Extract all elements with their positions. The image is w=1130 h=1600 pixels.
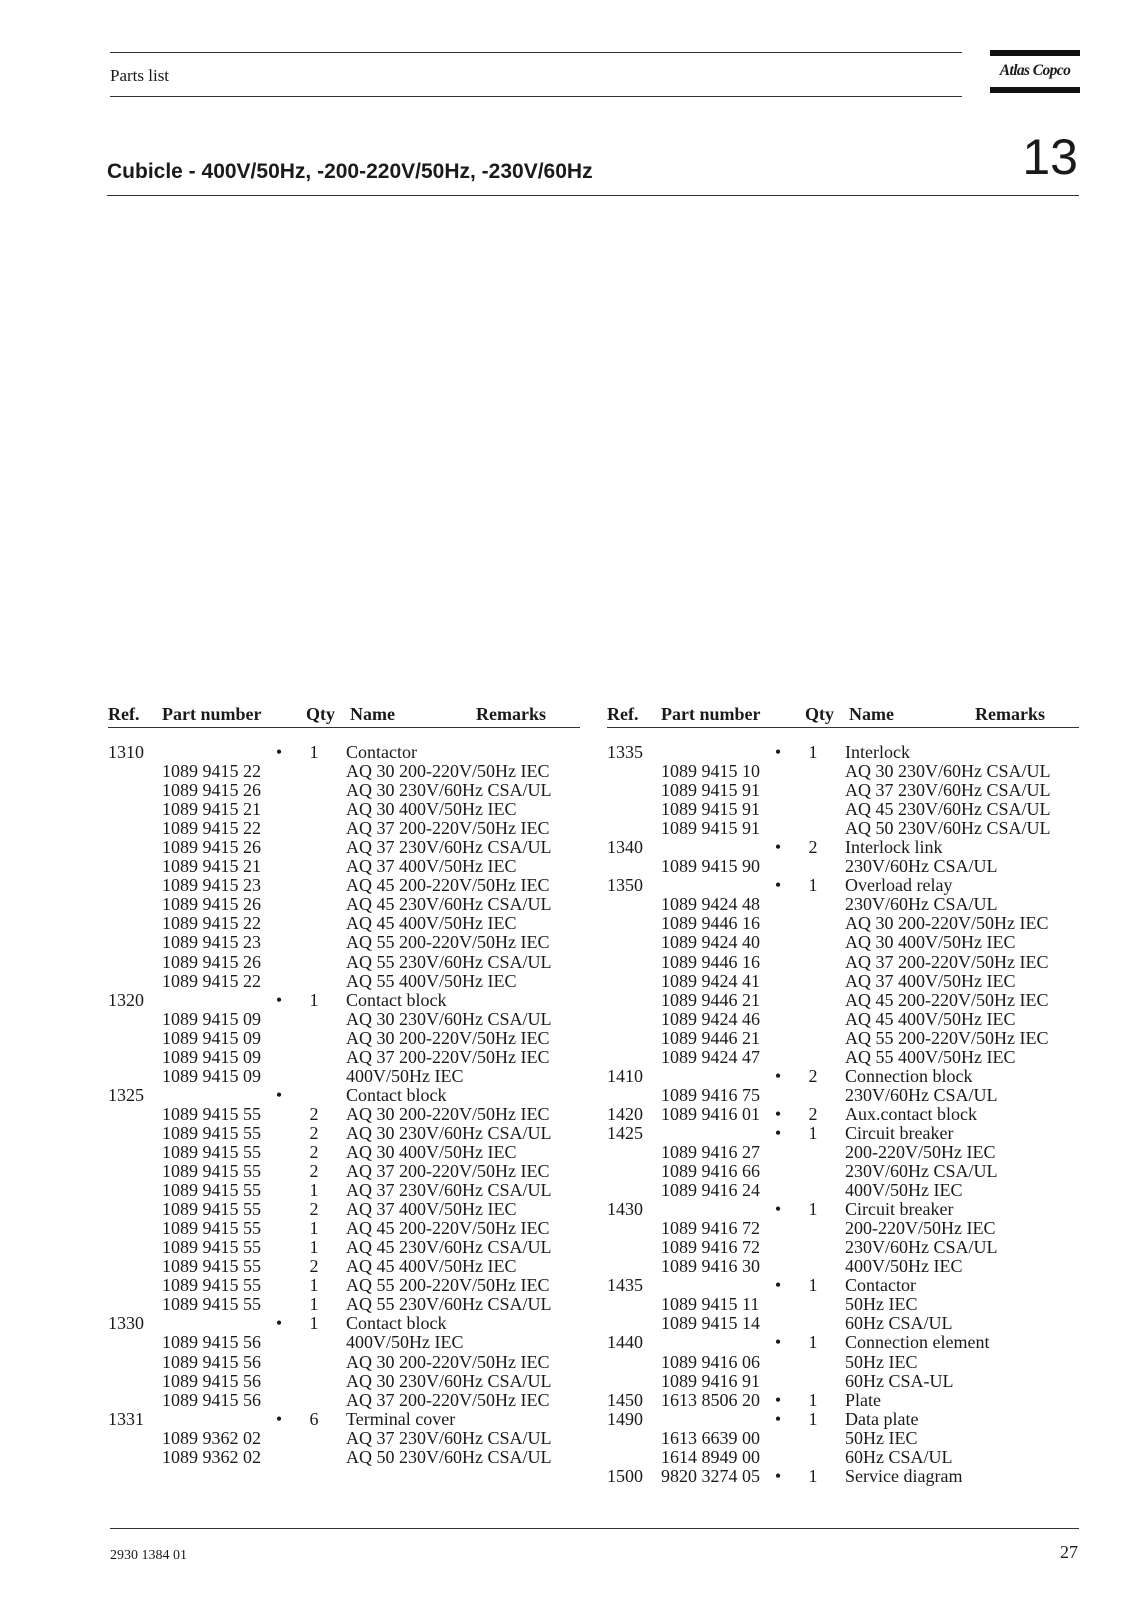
qty-cell: 2 (309, 1199, 319, 1220)
col-remarks-header: Remarks (975, 704, 1045, 724)
name-cell: AQ 45 200-220V/50Hz IEC (346, 875, 550, 896)
part-number-cell: 1089 9415 90 (661, 856, 760, 877)
ref-cell: 1420 (607, 1103, 643, 1124)
part-number-cell: 1089 9415 10 (661, 761, 760, 782)
qty-cell: 1 (808, 1389, 818, 1410)
part-number-cell: 1089 9416 75 (661, 1084, 760, 1105)
part-number-cell: 1089 9446 16 (661, 951, 760, 972)
name-cell: Interlock link (845, 837, 943, 858)
col-name-header: Name (350, 704, 395, 724)
name-cell: Aux.contact block (845, 1103, 977, 1124)
name-cell: AQ 30 200-220V/50Hz IEC (346, 1351, 550, 1372)
name-cell: Connection block (845, 1065, 973, 1086)
part-number-cell: 1089 9424 41 (661, 970, 760, 991)
name-cell: 50Hz IEC (845, 1294, 918, 1315)
section-number: 13 (1022, 129, 1078, 185)
part-number-cell: 1089 9415 22 (162, 761, 261, 782)
part-number-cell: 1089 9415 09 (162, 1027, 261, 1048)
qty-cell: 1 (309, 1180, 319, 1201)
name-cell: AQ 30 230V/60Hz CSA/UL (346, 1122, 552, 1143)
qty-cell: 2 (309, 1122, 319, 1143)
name-cell: AQ 37 200-220V/50Hz IEC (346, 1046, 550, 1067)
name-cell: Plate (845, 1389, 881, 1410)
name-cell: Contactor (346, 742, 417, 762)
col-part-header: Part number (661, 704, 761, 724)
name-cell: AQ 55 230V/60Hz CSA/UL (346, 1294, 552, 1315)
part-number-cell: 1089 9415 09 (162, 1065, 261, 1086)
bullet-cell: • (774, 1122, 782, 1143)
name-cell: AQ 45 230V/60Hz CSA/UL (346, 1237, 552, 1258)
part-number-cell: 1089 9416 27 (661, 1141, 760, 1162)
part-number-cell: 1089 9415 26 (162, 837, 261, 858)
name-cell: AQ 37 400V/50Hz IEC (346, 856, 517, 877)
qty-cell: 1 (309, 989, 319, 1010)
name-cell: 230V/60Hz CSA/UL (845, 1161, 998, 1182)
part-number-cell: 1089 9415 22 (162, 818, 261, 839)
bullet-cell: • (774, 1408, 782, 1429)
part-number-cell: 1613 8506 20 (661, 1389, 760, 1410)
qty-cell: 1 (808, 1332, 818, 1353)
part-number-cell: 1089 9415 55 (162, 1122, 261, 1143)
part-number-cell: 1089 9416 01 (661, 1103, 760, 1124)
qty-cell: 1 (309, 1275, 319, 1296)
col-qty-header: Qty (805, 704, 834, 724)
name-cell: 230V/60Hz CSA/UL (845, 894, 998, 915)
bullet-cell: • (774, 1332, 782, 1353)
ref-cell: 1425 (607, 1122, 643, 1143)
name-cell: AQ 50 230V/60Hz CSA/UL (845, 818, 1051, 839)
name-cell: AQ 55 200-220V/50Hz IEC (845, 1027, 1049, 1048)
qty-cell: 2 (808, 837, 818, 858)
part-number-cell: 1089 9415 22 (162, 913, 261, 934)
col-part-header: Part number (162, 704, 262, 724)
part-number-cell: 1089 9415 91 (661, 799, 760, 820)
part-number-cell: 1089 9415 09 (162, 1008, 261, 1029)
name-cell: 200-220V/50Hz IEC (845, 1141, 996, 1162)
name-cell: Contact block (346, 1084, 447, 1105)
part-number-cell: 1089 9446 16 (661, 913, 760, 934)
name-cell: AQ 50 230V/60Hz CSA/UL (346, 1446, 552, 1467)
part-number-cell: 1089 9415 55 (162, 1161, 261, 1182)
part-number-cell: 1089 9446 21 (661, 989, 760, 1010)
qty-cell: 1 (808, 1199, 818, 1220)
name-cell: AQ 37 400V/50Hz IEC (346, 1199, 517, 1220)
part-number-cell: 1089 9415 11 (661, 1294, 760, 1315)
part-number-cell: 1089 9415 55 (162, 1294, 261, 1315)
name-cell: AQ 30 400V/50Hz IEC (845, 932, 1016, 953)
part-number-cell: 1089 9416 91 (661, 1370, 760, 1391)
bullet-cell: • (774, 1465, 782, 1486)
ref-cell: 1335 (607, 742, 643, 762)
part-number-cell: 1089 9416 66 (661, 1161, 760, 1182)
name-cell: Contactor (845, 1275, 916, 1296)
part-number-cell: 1089 9424 40 (661, 932, 760, 953)
part-number-cell: 9820 3274 05 (661, 1465, 760, 1486)
part-number-cell: 1089 9415 55 (162, 1218, 261, 1239)
part-number-cell: 1089 9424 48 (661, 894, 760, 915)
part-number-cell: 1089 9415 14 (661, 1313, 760, 1334)
qty-cell: 2 (808, 1103, 818, 1124)
part-number-cell: 1089 9415 55 (162, 1256, 261, 1277)
name-cell: AQ 30 230V/60Hz CSA/UL (346, 1008, 552, 1029)
part-number-cell: 1089 9446 21 (661, 1027, 760, 1048)
part-number-cell: 1089 9415 56 (162, 1332, 261, 1353)
logo-top-bar (990, 50, 1080, 56)
name-cell: Contact block (346, 989, 447, 1010)
name-cell: AQ 37 400V/50Hz IEC (845, 970, 1016, 991)
bullet-cell: • (774, 1065, 782, 1086)
part-number-cell: 1089 9415 21 (162, 856, 261, 877)
qty-cell: 1 (808, 742, 818, 762)
name-cell: AQ 37 200-220V/50Hz IEC (346, 1389, 550, 1410)
part-number-cell: 1089 9415 26 (162, 780, 261, 801)
name-cell: 230V/60Hz CSA/UL (845, 1084, 998, 1105)
name-cell: 60Hz CSA/UL (845, 1446, 953, 1467)
name-cell: AQ 45 230V/60Hz CSA/UL (346, 894, 552, 915)
part-number-cell: 1089 9415 55 (162, 1275, 261, 1296)
qty-cell: 1 (808, 1275, 818, 1296)
bullet-cell: • (774, 1275, 782, 1296)
name-cell: AQ 37 230V/60Hz CSA/UL (845, 780, 1051, 801)
title-rule (107, 195, 1079, 196)
qty-cell: 6 (309, 1408, 319, 1429)
qty-cell: 1 (309, 1313, 319, 1334)
ref-cell: 1500 (607, 1465, 643, 1486)
qty-cell: 1 (808, 1465, 818, 1486)
part-number-cell: 1089 9416 06 (661, 1351, 760, 1372)
name-cell: AQ 45 230V/60Hz CSA/UL (845, 799, 1051, 820)
bullet-cell: • (774, 1389, 782, 1410)
part-number-cell: 1089 9415 56 (162, 1389, 261, 1410)
qty-cell: 1 (808, 875, 818, 896)
part-number-cell: 1089 9415 55 (162, 1141, 261, 1162)
name-cell: AQ 37 200-220V/50Hz IEC (346, 1161, 550, 1182)
part-number-cell: 1089 9415 56 (162, 1370, 261, 1391)
col-ref-header: Ref. (108, 704, 140, 724)
name-cell: AQ 45 400V/50Hz IEC (346, 1256, 517, 1277)
name-cell: AQ 30 230V/60Hz CSA/UL (845, 761, 1051, 782)
part-number-cell: 1089 9415 23 (162, 875, 261, 896)
name-cell: Service diagram (845, 1465, 963, 1486)
logo-bottom-bar (990, 87, 1080, 93)
ref-cell: 1331 (108, 1408, 144, 1429)
ref-cell: 1340 (607, 837, 643, 858)
name-cell: AQ 37 200-220V/50Hz IEC (845, 951, 1049, 972)
part-number-cell: 1089 9424 47 (661, 1046, 760, 1067)
col-remarks-header: Remarks (476, 704, 546, 724)
bullet-cell: • (275, 989, 283, 1010)
logo-text: Atlas Copco (999, 62, 1071, 79)
part-number-cell: 1089 9415 91 (661, 818, 760, 839)
part-number-cell: 1089 9415 22 (162, 970, 261, 991)
name-cell: Circuit breaker (845, 1199, 954, 1220)
bullet-cell: • (774, 742, 782, 762)
name-cell: 230V/60Hz CSA/UL (845, 1237, 998, 1258)
ref-cell: 1430 (607, 1199, 643, 1220)
name-cell: AQ 37 230V/60Hz CSA/UL (346, 1180, 552, 1201)
qty-cell: 1 (309, 1237, 319, 1258)
name-cell: 400V/50Hz IEC (346, 1332, 464, 1353)
name-cell: Terminal cover (346, 1408, 456, 1429)
part-number-cell: 1089 9416 24 (661, 1180, 760, 1201)
part-number-cell: 1089 9415 55 (162, 1180, 261, 1201)
table-header-rule (607, 727, 1079, 728)
bullet-cell: • (774, 837, 782, 858)
part-number-cell: 1089 9415 55 (162, 1103, 261, 1124)
page-number: 27 (1060, 1542, 1078, 1562)
qty-cell: 1 (808, 1122, 818, 1143)
name-cell: AQ 45 200-220V/50Hz IEC (346, 1218, 550, 1239)
col-name-header: Name (849, 704, 894, 724)
name-cell: AQ 37 230V/60Hz CSA/UL (346, 837, 552, 858)
name-cell: AQ 30 200-220V/50Hz IEC (346, 1027, 550, 1048)
part-number-cell: 1613 6639 00 (661, 1427, 760, 1448)
part-number-cell: 1089 9415 09 (162, 1046, 261, 1067)
name-cell: 60Hz CSA-UL (845, 1370, 954, 1391)
name-cell: AQ 55 200-220V/50Hz IEC (346, 932, 550, 953)
ref-cell: 1320 (108, 989, 144, 1010)
name-cell: AQ 45 400V/50Hz IEC (845, 1008, 1016, 1029)
page-title: Cubicle - 400V/50Hz, -200-220V/50Hz, -230V/60Hz (107, 160, 593, 183)
name-cell: AQ 55 400V/50Hz IEC (346, 970, 517, 991)
qty-cell: 1 (309, 1218, 319, 1239)
name-cell: AQ 30 230V/60Hz CSA/UL (346, 780, 552, 801)
footer-document-code: 2930 1384 01 (110, 1548, 187, 1563)
qty-cell: 2 (309, 1161, 319, 1182)
ref-cell: 1490 (607, 1408, 643, 1429)
bullet-cell: • (774, 1103, 782, 1124)
qty-cell: 1 (808, 1408, 818, 1429)
bullet-cell: • (774, 1199, 782, 1220)
name-cell: Overload relay (845, 875, 953, 896)
part-number-cell: 1089 9415 56 (162, 1351, 261, 1372)
ref-cell: 1325 (108, 1084, 144, 1105)
name-cell: 400V/50Hz IEC (346, 1065, 464, 1086)
part-number-cell: 1089 9362 02 (162, 1446, 261, 1467)
table-header-rule (108, 727, 580, 728)
bullet-cell: • (275, 1408, 283, 1429)
name-cell: Contact block (346, 1313, 447, 1334)
header-label: Parts list (110, 66, 170, 85)
col-qty-header: Qty (306, 704, 335, 724)
header-bottom-rule (110, 96, 962, 97)
name-cell: AQ 55 230V/60Hz CSA/UL (346, 951, 552, 972)
part-number-cell: 1089 9415 23 (162, 932, 261, 953)
name-cell: AQ 45 400V/50Hz IEC (346, 913, 517, 934)
part-number-cell: 1089 9416 72 (661, 1218, 760, 1239)
ref-cell: 1330 (108, 1313, 144, 1334)
atlas-copco-logo (990, 50, 1080, 94)
name-cell: 50Hz IEC (845, 1351, 918, 1372)
name-cell: AQ 30 230V/60Hz CSA/UL (346, 1370, 552, 1391)
part-number-cell: 1089 9424 46 (661, 1008, 760, 1029)
name-cell: 50Hz IEC (845, 1427, 918, 1448)
part-number-cell: 1089 9415 26 (162, 894, 261, 915)
part-number-cell: 1089 9362 02 (162, 1427, 261, 1448)
header-top-rule (110, 52, 962, 53)
name-cell: 200-220V/50Hz IEC (845, 1218, 996, 1239)
name-cell: AQ 55 400V/50Hz IEC (845, 1046, 1016, 1067)
ref-cell: 1450 (607, 1389, 643, 1410)
name-cell: AQ 55 200-220V/50Hz IEC (346, 1275, 550, 1296)
ref-cell: 1410 (607, 1065, 643, 1086)
part-number-cell: 1614 8949 00 (661, 1446, 760, 1467)
name-cell: 60Hz CSA/UL (845, 1313, 953, 1334)
part-number-cell: 1089 9415 91 (661, 780, 760, 801)
qty-cell: 2 (309, 1141, 319, 1162)
part-number-cell: 1089 9415 21 (162, 799, 261, 820)
name-cell: Circuit breaker (845, 1122, 954, 1143)
col-ref-header: Ref. (607, 704, 639, 724)
bullet-cell: • (774, 875, 782, 896)
name-cell: AQ 37 200-220V/50Hz IEC (346, 818, 550, 839)
bullet-cell: • (275, 742, 283, 762)
qty-cell: 1 (309, 1294, 319, 1315)
ref-cell: 1440 (607, 1332, 643, 1353)
name-cell: AQ 30 200-220V/50Hz IEC (845, 913, 1049, 934)
bullet-cell: • (275, 1313, 283, 1334)
qty-cell: 1 (309, 742, 319, 762)
part-number-cell: 1089 9416 30 (661, 1256, 760, 1277)
part-number-cell: 1089 9415 26 (162, 951, 261, 972)
name-cell: AQ 30 200-220V/50Hz IEC (346, 761, 550, 782)
name-cell: 400V/50Hz IEC (845, 1180, 963, 1201)
part-number-cell: 1089 9415 55 (162, 1199, 261, 1220)
name-cell: AQ 45 200-220V/50Hz IEC (845, 989, 1049, 1010)
ref-cell: 1310 (108, 742, 144, 762)
part-number-cell: 1089 9415 55 (162, 1237, 261, 1258)
name-cell: 230V/60Hz CSA/UL (845, 856, 998, 877)
name-cell: AQ 30 200-220V/50Hz IEC (346, 1103, 550, 1124)
name-cell: Data plate (845, 1408, 919, 1429)
name-cell: AQ 30 400V/50Hz IEC (346, 799, 517, 820)
name-cell: AQ 30 400V/50Hz IEC (346, 1141, 517, 1162)
name-cell: 400V/50Hz IEC (845, 1256, 963, 1277)
ref-cell: 1435 (607, 1275, 643, 1296)
name-cell: Interlock (845, 742, 910, 762)
footer-rule (110, 1528, 1079, 1529)
part-number-cell: 1089 9416 72 (661, 1237, 760, 1258)
qty-cell: 2 (808, 1065, 818, 1086)
bullet-cell: • (275, 1084, 283, 1105)
name-cell: Connection element (845, 1332, 990, 1353)
ref-cell: 1350 (607, 875, 643, 896)
qty-cell: 2 (309, 1103, 319, 1124)
qty-cell: 2 (309, 1256, 319, 1277)
name-cell: AQ 37 230V/60Hz CSA/UL (346, 1427, 552, 1448)
